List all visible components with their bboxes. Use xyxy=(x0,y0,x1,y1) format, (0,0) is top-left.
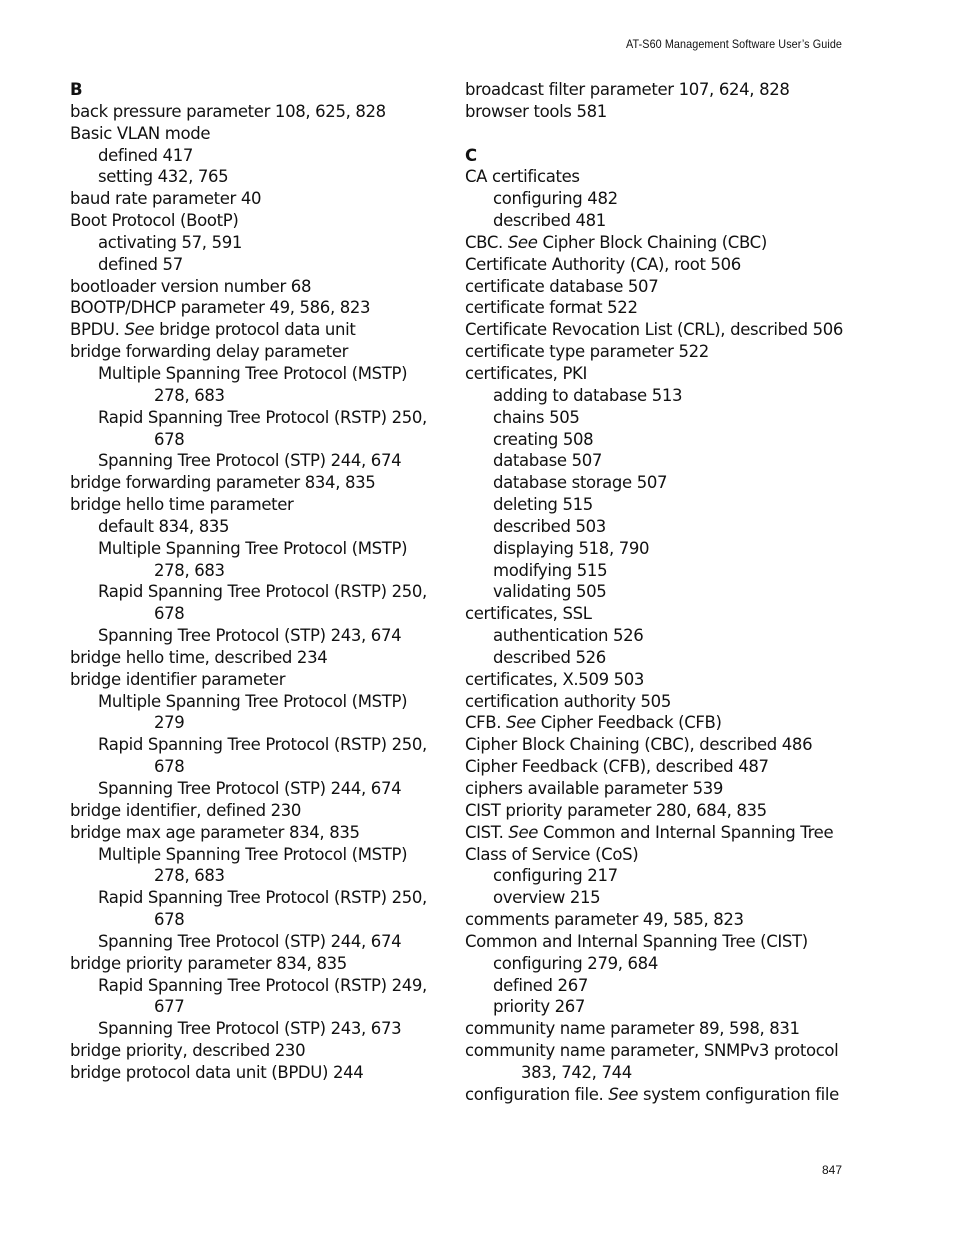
index-column-right xyxy=(465,79,865,1106)
index-entry: Spanning Tree Protocol (STP) 243, 674 xyxy=(98,626,402,646)
index-entry: described 526 xyxy=(493,647,606,667)
index-entry: Basic VLAN mode xyxy=(70,123,211,143)
index-column-left xyxy=(70,79,460,1084)
index-entry: defined 57 xyxy=(98,254,183,274)
index-entry: 278, 683 xyxy=(154,385,225,405)
index-entry: Rapid Spanning Tree Protocol (RSTP) 250, xyxy=(98,888,427,908)
index-entry: Multiple Spanning Tree Protocol (MSTP) xyxy=(98,363,408,383)
index-entry: bridge priority parameter 834, 835 xyxy=(70,953,347,973)
index-entry: certificate database 507 xyxy=(465,276,659,296)
see-reference: See xyxy=(124,320,155,340)
index-entry: Spanning Tree Protocol (STP) 244, 674 xyxy=(98,451,402,471)
index-entry: adding to database 513 xyxy=(493,385,683,405)
index-entry xyxy=(465,232,865,254)
index-entry-target: bridge protocol data unit xyxy=(154,320,356,340)
index-entry: defined 267 xyxy=(493,975,588,995)
index-entry: Rapid Spanning Tree Protocol (RSTP) 250, xyxy=(98,582,427,602)
index-entry: Spanning Tree Protocol (STP) 243, 673 xyxy=(98,1019,402,1039)
running-header: AT-S60 Management Software User’s Guide xyxy=(625,37,842,51)
index-entry: bridge forwarding delay parameter xyxy=(70,342,349,362)
index-entry: Class of Service (CoS) xyxy=(465,844,639,864)
index-entry: Certificate Authority (CA), root 506 xyxy=(465,254,741,274)
see-reference: See xyxy=(507,232,538,252)
index-entry-term: BPDU. xyxy=(70,320,125,340)
index-entry: modifying 515 xyxy=(493,560,608,580)
index-entry-term: CFB. xyxy=(465,713,507,733)
index-entry xyxy=(70,319,460,341)
index-entry: bridge hello time parameter xyxy=(70,495,294,515)
index-entry: Rapid Spanning Tree Protocol (RSTP) 250, xyxy=(98,735,427,755)
index-entry: Rapid Spanning Tree Protocol (RSTP) 250, xyxy=(98,407,427,427)
index-entry: broadcast filter parameter 107, 624, 828 xyxy=(465,80,790,99)
index-entry: database 507 xyxy=(493,451,603,471)
index-entry: bridge forwarding parameter 834, 835 xyxy=(70,473,376,493)
index-entry: baud rate parameter 40 xyxy=(70,189,262,209)
index-entry: bridge priority, described 230 xyxy=(70,1041,306,1061)
index-entry: Rapid Spanning Tree Protocol (RSTP) 249, xyxy=(98,975,427,995)
see-reference: See xyxy=(508,822,539,842)
index-entry: community name parameter, SNMPv3 protocol xyxy=(465,1041,839,1061)
index-entry: 678 xyxy=(154,910,185,930)
index-entry: BOOTP/DHCP parameter 49, 586, 823 xyxy=(70,298,371,318)
index-entry: priority 267 xyxy=(493,997,586,1017)
index-entry: 383, 742, 744 xyxy=(521,1062,632,1082)
index-entry: bridge protocol data unit (BPDU) 244 xyxy=(70,1062,364,1082)
index-entry: Multiple Spanning Tree Protocol (MSTP) xyxy=(98,844,408,864)
index-entry: Multiple Spanning Tree Protocol (MSTP) xyxy=(98,691,408,711)
index-entry: 678 xyxy=(154,604,185,624)
index-section-letter: B xyxy=(70,80,83,99)
index-entry: community name parameter 89, 598, 831 xyxy=(465,1019,800,1039)
index-entry: certificate type parameter 522 xyxy=(465,342,709,362)
index-entry: authentication 526 xyxy=(493,626,644,646)
index-entry: displaying 518, 790 xyxy=(493,538,650,558)
index-entry: back pressure parameter 108, 625, 828 xyxy=(70,101,386,121)
index-entry: certificates, SSL xyxy=(465,604,592,624)
index-entry-term: CBC. xyxy=(465,232,508,252)
index-entry: browser tools 581 xyxy=(465,101,607,121)
index-entry: database storage 507 xyxy=(493,473,668,493)
index-entry xyxy=(465,822,865,844)
index-entry: certificates, X.509 503 xyxy=(465,669,645,689)
index-entry: comments parameter 49, 585, 823 xyxy=(465,910,744,930)
index-entry: 678 xyxy=(154,757,185,777)
index-entry-target: system configuration file xyxy=(638,1084,839,1104)
index-entry: Spanning Tree Protocol (STP) 244, 674 xyxy=(98,779,402,798)
index-entry-term: configuration file. xyxy=(465,1084,609,1104)
index-entry: configuring 482 xyxy=(493,189,618,209)
index-entry: certificate format 522 xyxy=(465,298,638,318)
index-entry: Boot Protocol (BootP) xyxy=(70,211,239,231)
index-entry: Cipher Feedback (CFB), described 487 xyxy=(465,757,769,777)
index-entry: 279 xyxy=(154,713,185,733)
index-entry: bridge max age parameter 834, 835 xyxy=(70,822,360,842)
index-entry: described 503 xyxy=(493,516,606,536)
index-entry: default 834, 835 xyxy=(98,516,230,536)
index-entry: 278, 683 xyxy=(154,560,225,580)
see-reference: See xyxy=(608,1084,639,1104)
index-entry-term: CIST. xyxy=(465,822,509,842)
index-entry: bridge identifier, defined 230 xyxy=(70,800,302,820)
index-entry: deleting 515 xyxy=(493,495,593,515)
index-entry: creating 508 xyxy=(493,429,594,449)
page-number: 847 xyxy=(821,1163,842,1177)
index-entry: chains 505 xyxy=(493,407,580,427)
index-entry: CA certificates xyxy=(465,167,580,187)
index-entry: Cipher Block Chaining (CBC), described 486 xyxy=(465,735,813,755)
section-spacer xyxy=(465,123,865,145)
index-entry: configuring 279, 684 xyxy=(493,953,658,973)
index-entry: 678 xyxy=(154,429,185,449)
index-entry: defined 417 xyxy=(98,145,193,165)
index-entry: CIST priority parameter 280, 684, 835 xyxy=(465,800,767,820)
index-entry: certificates, PKI xyxy=(465,363,588,383)
index-entry: certification authority 505 xyxy=(465,691,671,711)
index-entry: overview 215 xyxy=(493,888,601,908)
index-entry: validating 505 xyxy=(493,582,607,602)
index-entry xyxy=(465,1084,865,1106)
index-entry: Multiple Spanning Tree Protocol (MSTP) xyxy=(98,538,408,558)
index-entry-target: Cipher Block Chaining (CBC) xyxy=(537,232,767,252)
index-entry: configuring 217 xyxy=(493,866,618,886)
index-entry: ciphers available parameter 539 xyxy=(465,779,724,798)
index-entry: bridge hello time, described 234 xyxy=(70,647,328,667)
index-entry: Spanning Tree Protocol (STP) 244, 674 xyxy=(98,931,402,951)
index-entry: setting 432, 765 xyxy=(98,167,229,187)
index-section-letter: C xyxy=(465,145,477,165)
index-entry: activating 57, 591 xyxy=(98,232,243,252)
index-entry xyxy=(465,712,865,734)
index-entry: Certificate Revocation List (CRL), described 506 xyxy=(465,320,844,340)
index-entry: bridge identifier parameter xyxy=(70,669,286,689)
index-entry: bootloader version number 68 xyxy=(70,276,312,296)
index-entry: Common and Internal Spanning Tree (CIST) xyxy=(465,931,808,951)
index-entry: described 481 xyxy=(493,211,606,231)
index-entry-target: Common and Internal Spanning Tree xyxy=(538,822,834,842)
index-entry: 278, 683 xyxy=(154,866,225,886)
index-entry: 677 xyxy=(154,997,185,1017)
see-reference: See xyxy=(506,713,536,733)
index-entry-target: Cipher Feedback (CFB) xyxy=(535,713,722,733)
